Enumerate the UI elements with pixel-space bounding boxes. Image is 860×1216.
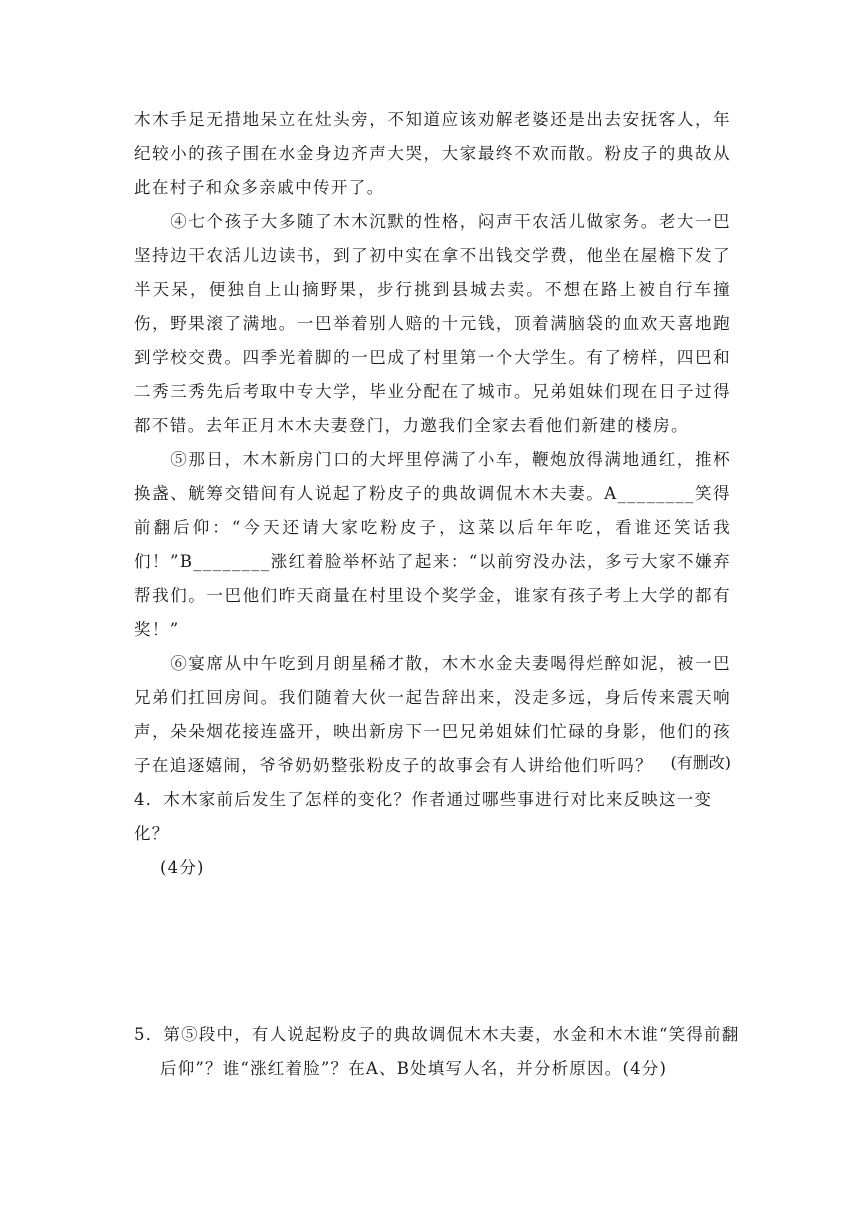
paragraph-4: ④七个孩子大多随了木木沉默的性格，闷声干农活儿做家务。老大一巴坚持边干农活儿边读书，到了初中实在拿不出钱交学费，他坐在屋檐下发了半天呆，便独自上山摘野果，步行挑到县城去卖。不想在路上被自行车撞伤，野果滚了满地。一巴举着别人赔的十元钱，顶着满脑袋的血欢天喜地跑到学校交费。四季光着脚的一巴成了村里第一个大学生。有了榜样，四巴和二秀三秀先后考取中专大学，毕业分配在了城市。兄弟姐妹们现在日子过得都不错。去年正月木木夫妻登门，力邀我们全家去看他们新建的楼房。 [134,212,731,435]
paragraph-6: ⑥宴席从中午吃到月朗星稀才散，木木水金夫妻喝得烂醉如泥，被一巴兄弟们扛回房间。我们随着大伙一起告辞出来，没走多远，身后传来震天响声，朵朵烟花接连盛开，映出新房下一巴兄弟姐妹们忙碌的身影，他们的孩子在追逐嬉闹，爷爷奶奶整张粉皮子的故事会有人讲给他们听吗？ [134,654,731,775]
reading-passage [134,103,731,783]
question-4 [134,783,744,885]
question-5-text: 5．第⑤段中，有人说起粉皮子的典故调侃木木夫妻，水金和木木谁“笑得前翻 [134,1025,740,1044]
paragraph-continued: 木木手足无措地呆立在灶头旁，不知道应该劝解老婆还是出去安抚客人，年纪较小的孩子围在水金身边齐声大哭，大家最终不欢而散。粉皮子的典故从此在村子和众多亲戚中传开了。 [134,110,731,197]
question-4-text: 4．木木家前后发生了怎样的变化？作者通过哪些事进行对比来反映这一变化？ [134,790,713,843]
question-4-score: (4分) [160,858,205,877]
question-5-text-cont: 后仰”？谁“涨红着脸”？在A、B处填写人名，并分析原因。(4分) [160,1059,668,1078]
paragraph-5: ⑤那日，木木新房门口的大坪里停满了小车，鞭炮放得满地通红，推杯换盏、觥筹交错间有人说起了粉皮子的典故调侃木木夫妻。A________笑得前翻后仰：“今天还请大家吃粉皮子，这菜以后年年吃，看谁还笑话我们！”B________涨红着脸举杯站了起来：“以前穷没办法，多亏大家不嫌弃帮我们。一巴他们昨天商量在村里设个奖学金，谁家有孩子考上大学的都有奖！” [134,450,731,639]
question-5 [134,1018,744,1086]
source-note: (有删改) [670,753,731,772]
